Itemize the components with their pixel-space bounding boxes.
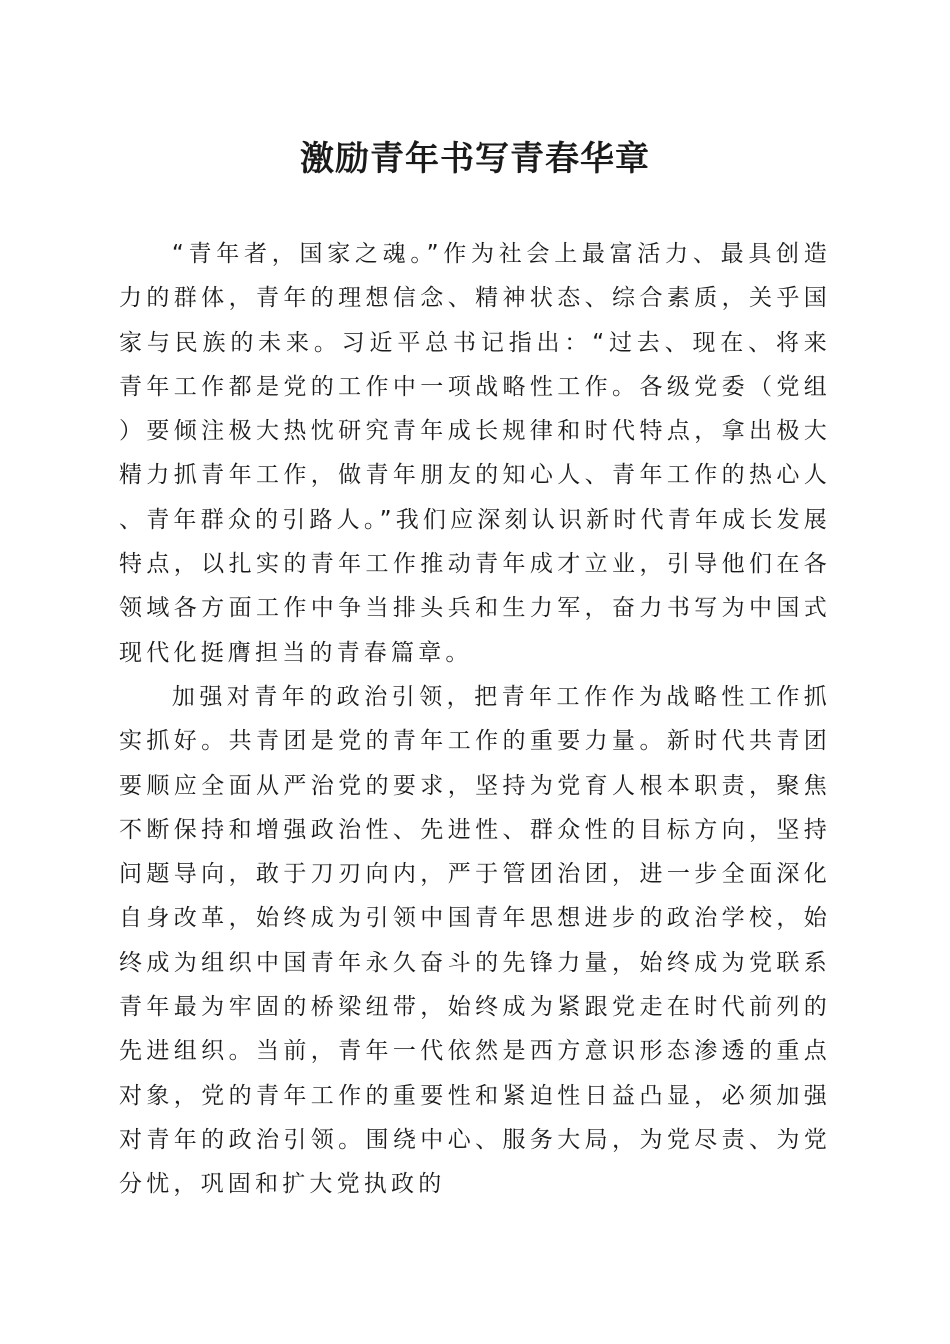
paragraph-2: 加强对青年的政治引领，把青年工作作为战略性工作抓实抓好。共青团是党的青年工作的重要力量。新时代共青团要顺应全面从严治党的要求，坚持为党育人根本职责，聚焦不断保持和增强政治性、先进性、群众性的目标方向，坚持问题导向，敢于刀刃向内，严于管团治团，进一步全面深化自身改革，始终成为引领中国青年思想进步的政治学校，始终成为组织中国青年永久奋斗的先锋力量，始终成为党联系青年最为牢固的桥梁纽带，始终成为紧跟党走在时代前列的先进组织。当前，青年一代依然是西方意识形态渗透的重点对象，党的青年工作的重要性和紧迫性日益凸显，必须加强对青年的政治引领。围绕中心、服务大局，为党尽责、为党分忧，巩固和扩大党执政的: [119, 683, 831, 1198]
paragraph-1: “青年者，国家之魂。”作为社会上最富活力、最具创造力的群体，青年的理想信念、精神状态、综合素质，关乎国家与民族的未来。习近平总书记指出：“过去、现在、将来青年工作都是党的工作中一项战略性工作。各级党委（党组）要倾注极大热忱研究青年成长规律和时代特点，拿出极大精力抓青年工作，做青年朋友的知心人、青年工作的热心人、青年群众的引路人。”我们应深刻认识新时代青年成长发展特点，以扎实的青年工作推动青年成才立业，引导他们在各领域各方面工作中争当排头兵和生力军，奋力书写为中国式现代化挺膺担当的青春篇章。: [119, 241, 831, 666]
document-body: [119, 232, 831, 1207]
document-title: 激励青年书写青春华章: [300, 139, 650, 179]
